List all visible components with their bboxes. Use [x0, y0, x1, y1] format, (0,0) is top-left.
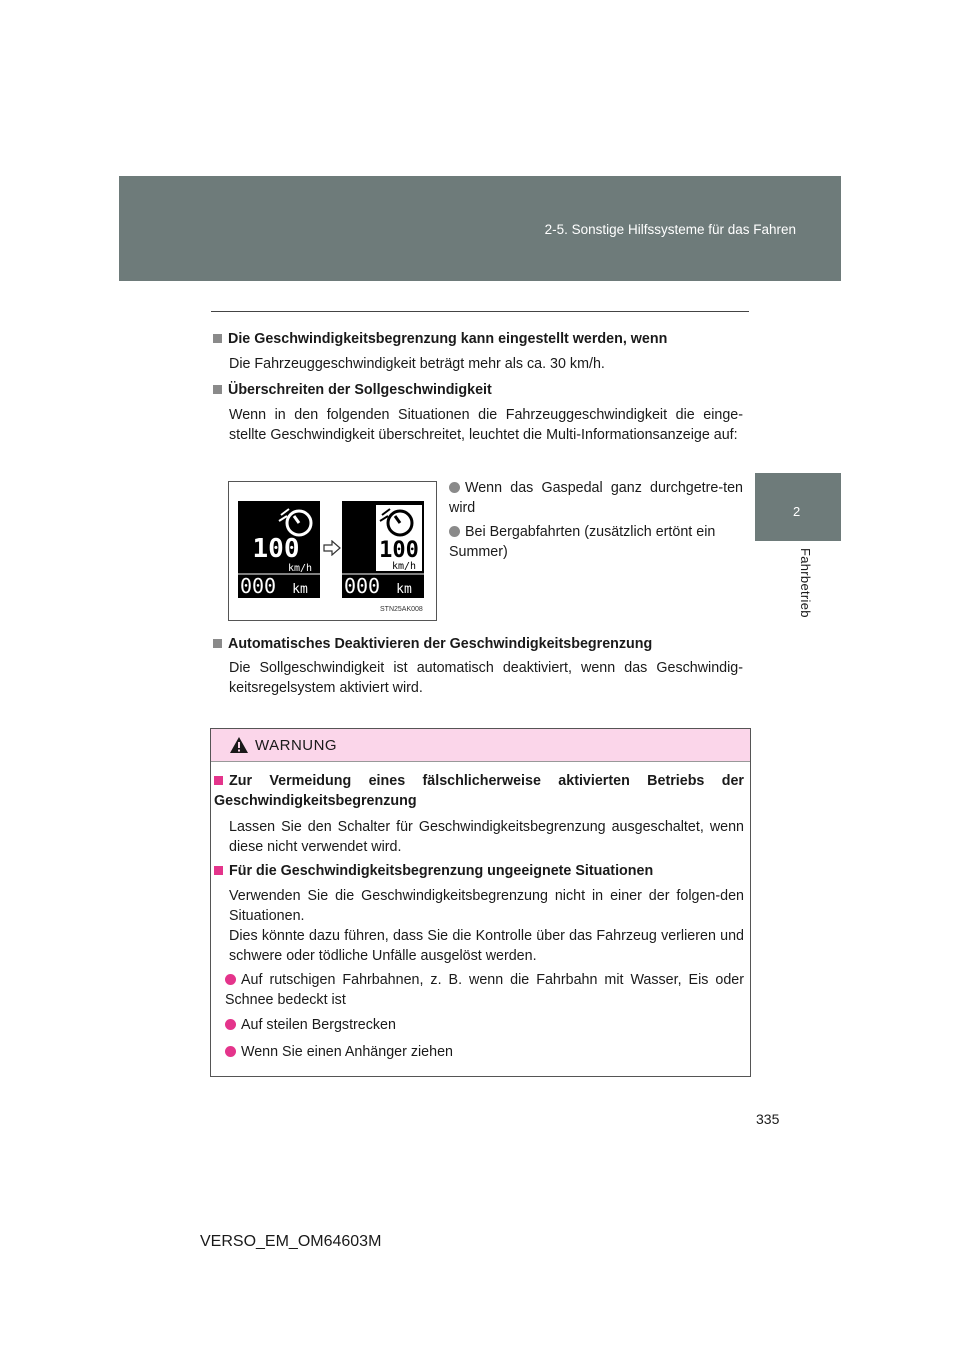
warning-body: Verwenden Sie die Geschwindigkeitsbegrenzung nicht in einer der folgen-den Situationen.: [229, 888, 744, 924]
speed-unit: km/h: [287, 563, 313, 574]
round-bullet-icon: [449, 526, 460, 537]
round-bullet-icon: [225, 1046, 236, 1057]
section-heading: Die Geschwindigkeitsbegrenzung kann eingestellt werden, wenn: [213, 329, 667, 349]
list-item: Wenn Sie einen Anhänger ziehen: [225, 1042, 453, 1062]
odometer-unit: km: [292, 582, 308, 597]
display-illustration: [228, 481, 437, 621]
section-body: Die Sollgeschwindigkeit ist automatisch deaktiviert, wenn das Geschwindig-keitsregelsystem aktiviert wird.: [229, 660, 743, 696]
odometer-value: 000: [239, 574, 277, 598]
warning-heading: Zur Vermeidung eines fälschlicherweise aktivierten Betriebs der Geschwindigkeitsbegrenzung: [214, 773, 744, 809]
round-bullet-icon: [225, 1019, 236, 1030]
round-bullet-icon: [225, 974, 236, 985]
arrow-right-icon: [323, 540, 341, 556]
list-item: Bei Bergabfahrten (zusätzlich ertönt ein Summer): [449, 524, 716, 560]
section-heading: Überschreiten der Sollgeschwindigkeit: [213, 380, 492, 400]
square-bullet-icon: [213, 385, 222, 394]
warning-triangle-icon: [229, 736, 249, 754]
section-body: Die Fahrzeuggeschwindigkeit beträgt mehr als ca. 30 km/h.: [229, 356, 605, 372]
display-screen-exceeded: [342, 501, 424, 598]
square-bullet-icon: [214, 776, 223, 785]
speed-limit-display: [238, 501, 320, 598]
section-header-bar: [119, 176, 841, 281]
section-body: Wenn in den folgenden Situationen die Fahrzeuggeschwindigkeit die einge-stellte Geschwindigkeit überschreitet, leuchtet die Multi-Informationsanzeige auf:: [229, 407, 743, 443]
list-item: Wenn das Gaspedal ganz durchgetre-ten wird: [449, 480, 743, 516]
section-heading: Automatisches Deaktivieren der Geschwindigkeitsbegrenzung: [213, 634, 652, 654]
speed-unit: km/h: [391, 561, 417, 572]
warning-header: [211, 729, 750, 762]
top-rule: [211, 311, 749, 312]
warning-body: Dies könnte dazu führen, dass Sie die Kontrolle über das Fahrzeug verlieren und schwere oder tödliche Unfälle ausgelöst werden.: [229, 928, 744, 964]
display-screen-normal: [238, 501, 320, 598]
square-bullet-icon: [213, 334, 222, 343]
speed-value: 100: [379, 538, 419, 563]
page-number: 335: [756, 1111, 780, 1127]
square-bullet-icon: [213, 639, 222, 648]
square-bullet-icon: [214, 866, 223, 875]
list-item: Auf steilen Bergstrecken: [225, 1015, 396, 1035]
chapter-number: 2: [793, 504, 801, 519]
warning-box: [210, 728, 751, 1077]
warning-body: Lassen Sie den Schalter für Geschwindigkeitsbegrenzung ausgeschaltet, wenn diese nicht verwendet wird.: [229, 819, 744, 855]
speed-value: 100: [252, 534, 300, 564]
document-code: VERSO_EM_OM64603M: [200, 1233, 382, 1250]
chapter-name: Fahrbetrieb: [798, 548, 813, 618]
list-item: Auf rutschigen Fahrbahnen, z. B. wenn die Fahrbahn mit Wasser, Eis oder Schnee bedeckt ist: [225, 972, 744, 1008]
round-bullet-icon: [449, 482, 460, 493]
warning-title: WARNUNG: [255, 737, 338, 754]
speed-limit-display-exceeded: [342, 501, 424, 598]
figure-label: STN25AK008: [380, 606, 423, 613]
odometer-value: 000: [343, 574, 381, 598]
chapter-tab: [755, 473, 841, 541]
odometer-unit: km: [396, 582, 412, 597]
warning-heading: Für die Geschwindigkeitsbegrenzung ungeeignete Situationen: [214, 861, 653, 881]
section-title: 2-5. Sonstige Hilfssysteme für das Fahren: [544, 222, 796, 237]
